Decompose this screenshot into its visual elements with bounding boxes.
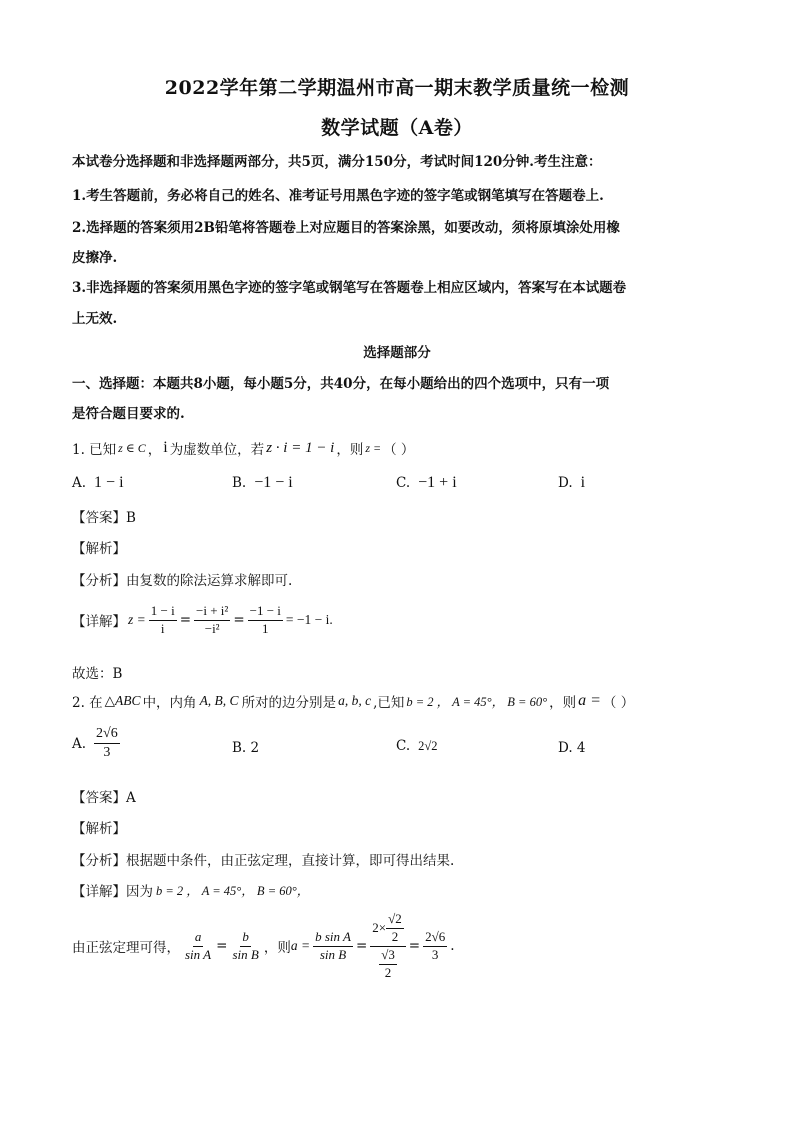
q2-analysis-tag: 【解析】 bbox=[72, 821, 126, 837]
q1-detail-eq-2: = bbox=[233, 612, 245, 629]
q1-text-a: 1. 已知 bbox=[72, 442, 117, 458]
q1-text-d: ，则 bbox=[336, 442, 364, 458]
q2-detail-line bbox=[72, 880, 309, 900]
q1-answer-line bbox=[72, 506, 136, 526]
q1-answer: B bbox=[126, 510, 136, 526]
q1-option-b-value: −1 − i bbox=[254, 474, 293, 491]
q2-law-fraction-2-den: sin B bbox=[232, 946, 259, 962]
q1-detail-fraction-3 bbox=[248, 604, 283, 637]
q2-detail-given: b = 2 ， A = 45°， B = 60°， bbox=[156, 884, 310, 898]
q1-detail-lhs: z = bbox=[128, 612, 146, 628]
instructions-item-2-line-2: 皮擦净. bbox=[72, 250, 118, 266]
q1-paren: （ ） bbox=[383, 442, 415, 458]
q2-triangle: △ABC bbox=[104, 693, 141, 708]
q2-law-text: 由正弦定理可得， bbox=[72, 940, 180, 957]
q1-detail-fraction-2 bbox=[194, 604, 230, 637]
q2-text-c: 所对的边分别是 bbox=[241, 695, 337, 711]
q2-law-eq-1: = bbox=[216, 938, 228, 955]
q2-option-d[interactable]: D. 4 bbox=[558, 740, 586, 756]
q2-law-fraction-1-den: sin A bbox=[185, 946, 212, 962]
q2-law-fraction-3 bbox=[313, 930, 353, 963]
q2-option-b[interactable]: B. 2 bbox=[232, 740, 260, 756]
q1-detail-fraction-1-den: i bbox=[160, 620, 165, 636]
q1-fenxi-tag: 【分析】 bbox=[72, 573, 126, 589]
q2-option-c[interactable] bbox=[396, 738, 438, 754]
q2-law-fraction-1-num: a bbox=[193, 930, 204, 947]
q1-answer-tag: 【答案】 bbox=[72, 510, 126, 526]
q1-analysis-tag: 【解析】 bbox=[72, 541, 126, 557]
q2-law-compound-fraction bbox=[370, 912, 405, 981]
q2-law-compound-den-fraction-den: 2 bbox=[384, 964, 392, 980]
q1-option-c-key: C. bbox=[396, 475, 411, 491]
q2-law-fraction-2-num: b bbox=[240, 930, 251, 947]
q2-detail-tag: 【详解】 bbox=[72, 884, 126, 900]
q2-law-then: ，则 bbox=[263, 940, 291, 957]
q1-ask: z = bbox=[365, 440, 382, 455]
instructions-item-3-line-1: 3.非选择题的答案须用黑色字迹的签字笔或钢笔写在答题卷上相应区域内，答案写在本试题卷 bbox=[72, 280, 627, 296]
q2-text-b: 中，内角 bbox=[142, 695, 197, 711]
q1-option-a[interactable] bbox=[72, 474, 124, 492]
q1-detail-fraction-1-num: 1 − i bbox=[149, 604, 177, 621]
q1-option-d-key: D. bbox=[558, 475, 573, 491]
q2-text-a: 2. 在 bbox=[72, 695, 103, 711]
q2-law-result-den: 3 bbox=[431, 946, 439, 962]
q2-law-compound-den-fraction-num: √3 bbox=[379, 948, 397, 965]
q1-text-b: ， bbox=[147, 442, 162, 458]
q2-law-compound-num-fraction bbox=[386, 912, 404, 945]
instructions-item-1: 1.考生答题前，务必将自己的姓名、准考证号用黑色字迹的签字笔或钢笔填写在答题卷上. bbox=[72, 188, 604, 204]
q2-option-a-fraction bbox=[94, 726, 120, 761]
q2-fenxi-tag: 【分析】 bbox=[72, 853, 126, 869]
q2-law-fraction-3-den: sin B bbox=[319, 946, 347, 962]
q1-text-c: 为虚数单位，若 bbox=[169, 442, 265, 458]
q1-option-c[interactable] bbox=[396, 474, 457, 492]
q2-answer-tag: 【答案】 bbox=[72, 790, 126, 806]
q2-paren: （ ） bbox=[602, 695, 635, 711]
q1-equation: z · i = 1 − i bbox=[266, 439, 335, 456]
q2-law-eq-2: = bbox=[355, 938, 368, 955]
question-1-stem bbox=[72, 438, 414, 458]
q1-detail-line bbox=[72, 604, 333, 637]
q2-ask: a = bbox=[578, 692, 601, 709]
q1-detail-eq-1: = bbox=[179, 612, 192, 629]
q2-law-fraction-2 bbox=[230, 930, 260, 963]
q1-option-a-key: A. bbox=[72, 475, 87, 491]
q2-law-period: . bbox=[450, 938, 455, 955]
question-2-stem bbox=[72, 691, 634, 711]
q2-law-fraction-3-num: b sin A bbox=[313, 930, 353, 947]
q2-law-lhs: a = bbox=[290, 938, 311, 954]
q1-option-c-value: −1 + i bbox=[418, 474, 457, 491]
q1-detail-fraction-2-den: −i² bbox=[204, 620, 220, 636]
q2-fenxi-line bbox=[72, 849, 454, 869]
q1-choice-line: 故选：B bbox=[72, 666, 123, 682]
q1-fenxi: 由复数的除法运算求解即可. bbox=[126, 573, 293, 589]
q2-fenxi: 根据题中条件，由正弦定理，直接计算，即可得出结果. bbox=[126, 853, 455, 869]
q2-option-c-key: C. bbox=[396, 738, 411, 754]
q2-given: b = 2 ， A = 45°， B = 60° bbox=[406, 695, 548, 709]
q2-law-result-fraction bbox=[423, 930, 447, 963]
q2-law-line bbox=[72, 912, 455, 981]
q1-detail-fraction-1 bbox=[149, 604, 177, 637]
page-subtitle: 数学试题（A卷） bbox=[321, 117, 473, 139]
q2-detail-text: 因为 bbox=[126, 884, 153, 900]
q1-option-a-value: 1 − i bbox=[94, 474, 124, 491]
q2-sides: a, b, c bbox=[338, 693, 372, 708]
q2-law-compound-num-fraction-num: √2 bbox=[386, 912, 404, 929]
q1-option-d[interactable] bbox=[558, 474, 585, 492]
q2-law-fraction-1 bbox=[183, 930, 213, 963]
q2-law-compound-num-pre: 2× bbox=[372, 919, 387, 935]
q2-option-a-key: A. bbox=[72, 735, 87, 752]
q2-law-compound-num bbox=[370, 912, 405, 947]
q2-law-result-num: 2√6 bbox=[423, 930, 447, 947]
q1-detail-fraction-3-num: −1 − i bbox=[248, 604, 283, 621]
q2-option-a-num: 2√6 bbox=[94, 726, 120, 744]
q1-detail-fraction-2-num: −i + i² bbox=[194, 604, 230, 621]
q2-law-eq-3: = bbox=[408, 938, 421, 955]
q1-option-d-value: i bbox=[580, 474, 586, 491]
q2-text-d: ,已知 bbox=[373, 695, 405, 711]
q2-option-a-den: 3 bbox=[103, 745, 111, 761]
q1-detail-tag: 【详解】 bbox=[72, 614, 126, 631]
q1-condition: z ∈ C bbox=[118, 440, 146, 455]
q2-law-compound-num-fraction-den: 2 bbox=[391, 928, 399, 944]
q2-law-compound-den bbox=[377, 947, 399, 981]
q1-detail-result: = −1 − i. bbox=[285, 612, 333, 628]
q1-option-b-key: B. bbox=[232, 475, 247, 491]
q1-detail-fraction-3-den: 1 bbox=[262, 620, 269, 636]
section-intro-line-1: 一、选择题：本题共8小题，每小题5分，共40分，在每小题给出的四个选项中，只有一项 bbox=[72, 376, 610, 392]
q1-imag-unit: i bbox=[163, 439, 168, 456]
q1-option-b[interactable] bbox=[232, 474, 293, 492]
instructions-item-2-line-1: 2.选择题的答案须用2B铅笔将答题卷上对应题目的答案涂黑，如要改动，须将原填涂处用橡 bbox=[72, 220, 620, 236]
q2-answer: A bbox=[126, 790, 136, 806]
instructions-item-3-line-2: 上无效. bbox=[72, 311, 118, 327]
q2-answer-line bbox=[72, 786, 136, 806]
q2-text-e: ，则 bbox=[549, 695, 577, 711]
section-heading: 选择题部分 bbox=[363, 345, 431, 361]
q2-option-c-value: 2√2 bbox=[418, 738, 438, 753]
q2-law-compound-den-fraction bbox=[379, 948, 397, 981]
page-title: 2022学年第二学期温州市高一期末教学质量统一检测 bbox=[164, 77, 630, 99]
instructions-intro: 本试卷分选择题和非选择题两部分，共5页，满分150分，考试时间120分钟.考生注意： bbox=[72, 154, 602, 170]
q1-fenxi-line bbox=[72, 569, 292, 589]
q2-option-a[interactable] bbox=[72, 726, 123, 761]
section-intro-line-2: 是符合题目要求的. bbox=[72, 406, 185, 422]
q2-angles: A, B, C bbox=[199, 693, 239, 708]
